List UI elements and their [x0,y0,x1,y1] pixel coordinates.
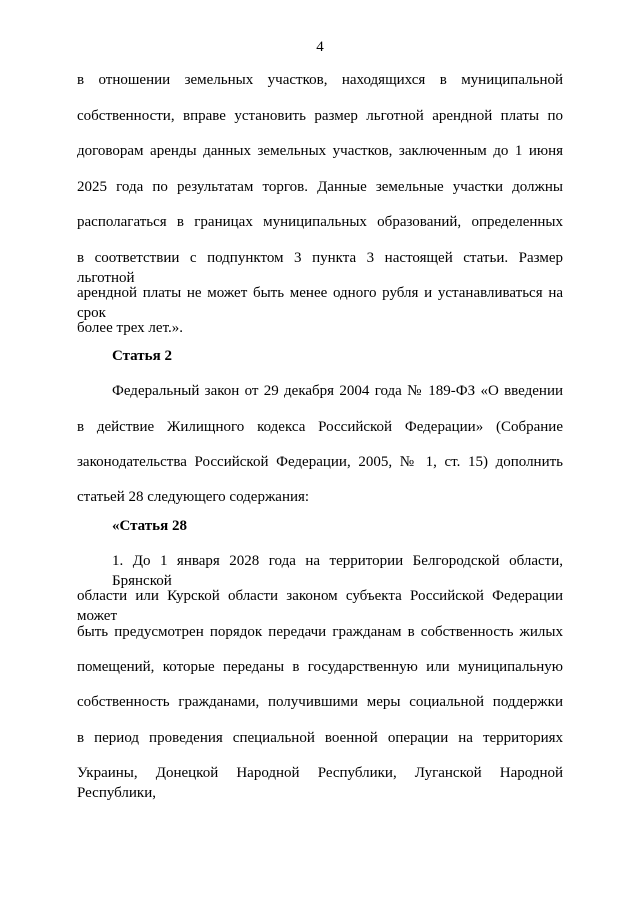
page-number: 4 [316,39,324,55]
article-28-heading: «Статья 28 [112,518,187,534]
paragraph-1-line: в соответствии с подпунктом 3 пункта 3 настоящей статьи. Размер льготной [77,250,563,286]
article-28-line: области или Курской области законом субъекта Российской Федерации может [77,588,563,624]
paragraph-1-line: договорам аренды данных земельных участков, заключенным до 1 июня [77,143,563,159]
article-2-line: Федеральный закон от 29 декабря 2004 года № 189-ФЗ «О введении [112,383,563,399]
paragraph-1-line: 2025 года по результатам торгов. Данные земельные участки должны [77,179,563,195]
paragraph-1-line: в отношении земельных участков, находящихся в муниципальной [77,72,563,88]
article-2-heading: Статья 2 [112,348,172,364]
article-2-line: в действие Жилищного кодекса Российской Федерации» (Собрание [77,419,563,435]
article-2-line: статьей 28 следующего содержания: [77,489,310,505]
paragraph-1-line: собственности, вправе установить размер льготной арендной платы по [77,108,563,124]
paragraph-1-line: располагаться в границах муниципальных образований, определенных [77,214,563,230]
article-28-line: собственность гражданами, получившими меры социальной поддержки [77,694,563,710]
paragraph-1-line: более трех лет.». [77,320,184,336]
article-28-line: 1. До 1 января 2028 года на территории Белгородской области, Брянской [112,553,563,589]
article-28-line: помещений, которые переданы в государственную или муниципальную [77,659,563,675]
article-2-line: законодательства Российской Федерации, 2005, № 1, ст. 15) дополнить [77,454,563,470]
article-28-line: быть предусмотрен порядок передачи гражданам в собственность жилых [77,624,563,640]
paragraph-1-line: арендной платы не может быть менее одного рубля и устанавливаться на срок [77,285,563,321]
article-28-line: Украины, Донецкой Народной Республики, Луганской Народной Республики, [77,765,563,801]
article-28-line: в период проведения специальной военной операции на территориях [77,730,563,746]
